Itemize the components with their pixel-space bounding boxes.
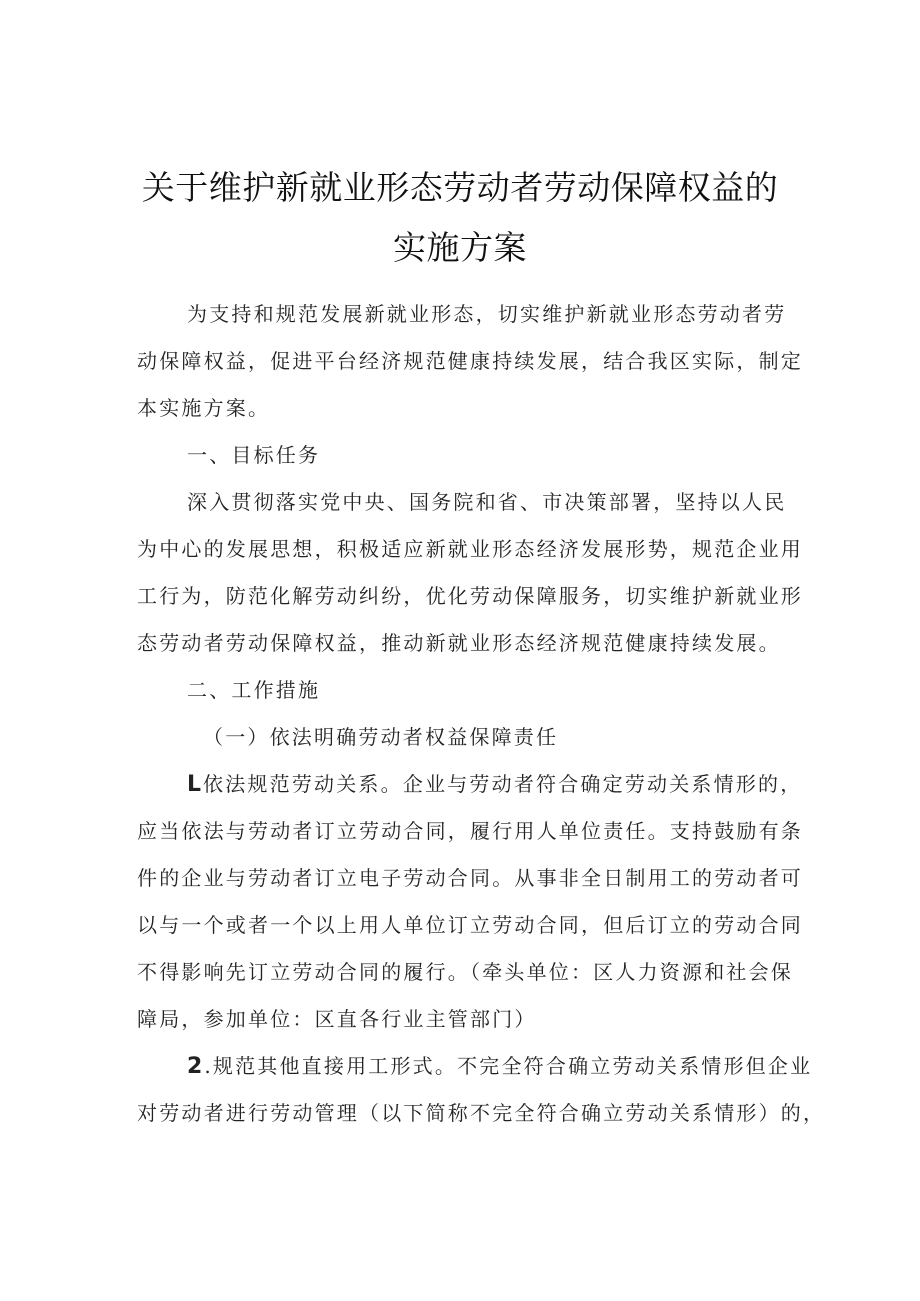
item-2-first-line xyxy=(187,1052,812,1081)
item-1-line-5: 不得影响先订立劳动合同的履行。（牵头单位：区人力资源和社会保 xyxy=(137,960,793,984)
section-2-subheading: （一）依法明确劳动者权益保障责任 xyxy=(203,725,559,749)
item-1-first-line xyxy=(187,770,802,799)
intro-line-1: 为支持和规范发展新就业形态，切实维护新就业形态劳动者劳 xyxy=(187,302,787,326)
section-2-heading: 二、工作措施 xyxy=(187,678,321,702)
item-1-first-text: 依法规范劳动关系。企业与劳动者符合确定劳动关系情形的， xyxy=(203,772,803,796)
item-1-line-3: 件的企业与劳动者订立电子劳动合同。从事非全日制用工的劳动者可 xyxy=(137,866,803,890)
item-1-line-4: 以与一个或者一个以上用人单位订立劳动合同，但后订立的劳动合同 xyxy=(137,913,803,937)
item-1-line-2: 应当依法与劳动者订立劳动合同，履行用人单位责任。支持鼓励有条 xyxy=(137,819,803,843)
document-title-line-1: 关于维护新就业形态劳动者劳动保障权益的 xyxy=(141,168,779,207)
document-title-line-2: 实施方案 xyxy=(393,228,527,267)
section-1-line-2: 为中心的发展思想，积极适应新就业形态经济发展形势，规范企业用 xyxy=(137,537,803,561)
item-2-line-2: 对劳动者进行劳动管理（以下简称不完全符合确立劳动关系情形）的， xyxy=(137,1101,826,1125)
item-1-line-6: 障局，参加单位：区直各行业主管部门） xyxy=(137,1007,537,1031)
item-2-number: 2 xyxy=(187,1054,203,1079)
item-2-first-text: .规范其他直接用工形式。不完全符合确立劳动关系情形但企业 xyxy=(204,1054,813,1078)
item-1-number: L xyxy=(187,772,202,797)
intro-line-2: 动保障权益，促进平台经济规范健康持续发展，结合我区实际，制定 xyxy=(137,349,803,373)
section-1-line-1: 深入贯彻落实党中央、国务院和省、市决策部署，坚持以人民 xyxy=(187,490,787,514)
section-1-heading: 一、目标任务 xyxy=(187,443,321,467)
section-1-line-4: 态劳动者劳动保障权益，推动新就业形态经济规范健康持续发展。 xyxy=(137,631,781,655)
intro-line-3: 本实施方案。 xyxy=(137,396,271,420)
section-1-line-3: 工行为，防范化解劳动纠纷，优化劳动保障服务，切实维护新就业形 xyxy=(137,584,803,608)
